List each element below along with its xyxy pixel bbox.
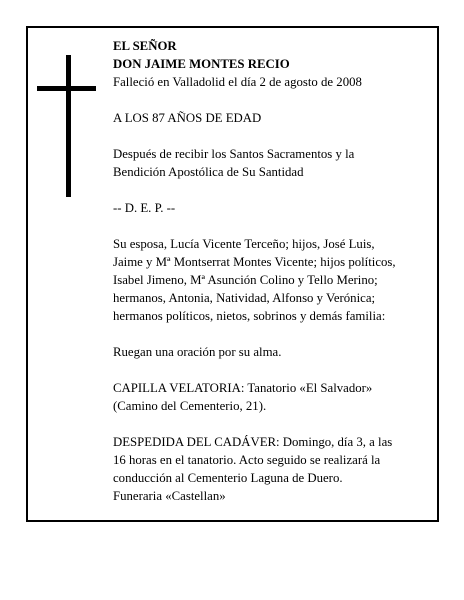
chapel-line-1: CAPILLA VELATORIA: Tanatorio «El Salvador» bbox=[113, 381, 373, 395]
deceased-name: DON JAIME MONTES RECIO bbox=[113, 57, 290, 71]
family-line-1: Su esposa, Lucía Vicente Terceño; hijos, José Luis, bbox=[113, 237, 375, 251]
sacraments-line-1: Después de recibir los Santos Sacramentos y la bbox=[113, 147, 355, 161]
family-line-5: hermanos políticos, nietos, sobrinos y demás familia: bbox=[113, 309, 386, 323]
family-line-2: Jaime y Mª Montserrat Montes Vicente; hijos políticos, bbox=[113, 255, 396, 269]
family-line-3: Isabel Jimeno, Mª Asunción Colino y Tello Merino; bbox=[113, 273, 378, 287]
family-line-4: hermanos, Antonia, Natividad, Alfonso y Verónica; bbox=[113, 291, 376, 305]
cross-icon-bar bbox=[37, 86, 96, 91]
death-notice: Falleció en Valladolid el día 2 de agosto de 2008 bbox=[113, 75, 362, 89]
rip-line: -- D. E. P. -- bbox=[113, 201, 176, 215]
age-line: A LOS 87 AÑOS DE EDAD bbox=[113, 111, 262, 125]
farewell-line-1: DESPEDIDA DEL CADÁVER: Domingo, día 3, a las bbox=[113, 435, 393, 449]
farewell-line-3: conducción al Cementerio Laguna de Duero. bbox=[113, 471, 343, 485]
farewell-line-2: 16 horas en el tanatorio. Acto seguido se realizará la bbox=[113, 453, 381, 467]
prayer-line: Ruegan una oración por su alma. bbox=[113, 345, 282, 359]
chapel-line-2: (Camino del Cementerio, 21). bbox=[113, 399, 267, 413]
funeral-home-line: Funeraria «Castellan» bbox=[113, 489, 226, 503]
sacraments-line-2: Bendición Apostólica de Su Santidad bbox=[113, 165, 304, 179]
cross-icon bbox=[66, 55, 71, 197]
header-title: EL SEÑOR bbox=[113, 39, 177, 53]
obituary-text bbox=[113, 37, 433, 505]
